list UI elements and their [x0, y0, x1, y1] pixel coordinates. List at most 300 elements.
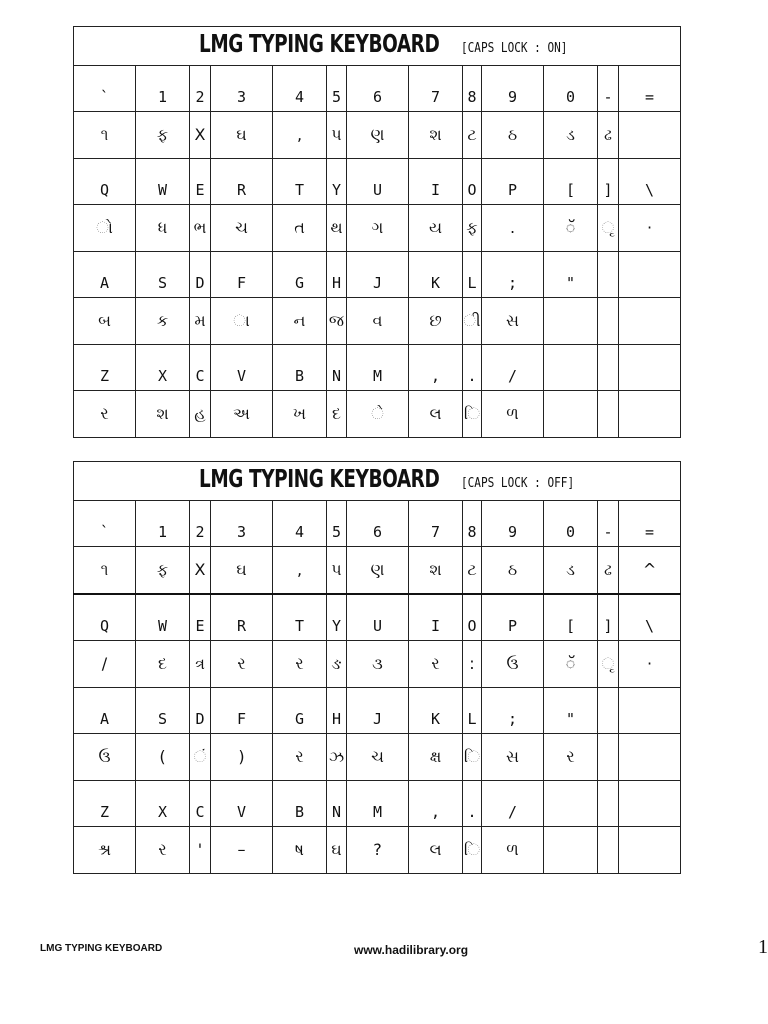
key-cell — [544, 781, 598, 827]
key-cell — [211, 112, 273, 159]
key-cell — [211, 594, 273, 641]
latin-key-label: L — [467, 274, 477, 292]
gujarati-glyph: . — [509, 218, 516, 237]
key-cell — [619, 501, 681, 547]
gujarati-glyph: સ — [506, 311, 519, 330]
latin-key-row — [74, 594, 681, 641]
key-cell — [190, 66, 211, 112]
gujarati-glyph: ફ — [156, 560, 169, 579]
latin-key-label: M — [372, 803, 383, 821]
key-cell — [409, 501, 463, 547]
key-cell — [190, 391, 211, 438]
key-cell — [544, 827, 598, 874]
gujarati-glyph: ા — [233, 311, 250, 330]
key-cell — [327, 345, 347, 391]
gujarati-glyph: ષ — [295, 840, 304, 859]
latin-key-label: O — [467, 617, 477, 635]
gujarati-glyph: · — [646, 654, 653, 673]
key-cell — [619, 734, 681, 781]
key-cell — [190, 641, 211, 688]
key-cell — [327, 734, 347, 781]
key-cell — [409, 391, 463, 438]
key-cell — [598, 781, 619, 827]
key-cell — [619, 205, 681, 252]
gujarati-glyph: ડ — [566, 125, 575, 144]
key-cell — [74, 688, 136, 734]
key-cell — [347, 594, 409, 641]
latin-key-label: G — [294, 710, 305, 728]
key-cell — [327, 827, 347, 874]
gujarati-glyph: શ — [429, 560, 442, 579]
key-cell — [74, 641, 136, 688]
key-cell — [544, 501, 598, 547]
gujarati-glyph: ર — [295, 747, 304, 766]
key-cell — [598, 547, 619, 595]
latin-key-label: K — [430, 274, 441, 292]
gujarati-glyph: ચ — [371, 747, 384, 766]
latin-key-label: 7 — [430, 523, 441, 541]
key-cell — [463, 594, 482, 641]
key-cell — [463, 345, 482, 391]
latin-key-row — [74, 66, 681, 112]
latin-key-label: S — [157, 274, 168, 292]
gujarati-glyph: ૧ — [100, 125, 109, 144]
latin-key-label: L — [467, 710, 477, 728]
latin-key-label: ; — [507, 710, 518, 728]
latin-key-label: O — [467, 181, 477, 199]
key-cell — [327, 501, 347, 547]
latin-key-label: 4 — [294, 523, 305, 541]
key-cell — [598, 112, 619, 159]
latin-key-label: 6 — [372, 88, 383, 106]
key-cell — [273, 159, 327, 205]
latin-key-label: G — [294, 274, 305, 292]
key-cell — [347, 547, 409, 595]
gujarati-glyph: અ — [233, 404, 250, 423]
latin-key-label: U — [372, 617, 383, 635]
key-cell — [273, 641, 327, 688]
gujarati-glyph: ( — [159, 747, 166, 766]
latin-key-label: [ — [565, 617, 576, 635]
key-cell — [327, 66, 347, 112]
key-cell — [136, 391, 190, 438]
key-cell — [211, 391, 273, 438]
key-cell — [74, 391, 136, 438]
latin-key-label: R — [236, 617, 247, 635]
key-cell — [463, 252, 482, 298]
latin-key-label: 8 — [467, 523, 477, 541]
gujarati-glyph: ર — [237, 654, 246, 673]
gujarati-glyph: ત — [294, 218, 305, 237]
key-cell — [273, 205, 327, 252]
gujarati-glyph: ઢ — [604, 560, 612, 579]
key-cell — [273, 688, 327, 734]
keyboard-table-caps-off — [73, 461, 681, 874]
latin-key-label: - — [603, 523, 613, 541]
key-cell — [74, 547, 136, 595]
key-cell — [409, 345, 463, 391]
key-cell — [482, 547, 544, 595]
key-cell — [347, 66, 409, 112]
latin-key-label: , — [430, 803, 441, 821]
latin-key-label: / — [507, 803, 518, 821]
key-cell — [409, 205, 463, 252]
keyboard-header — [74, 27, 681, 66]
gujarati-glyph: ઉ — [506, 654, 519, 673]
gujarati-glyph: ણ — [370, 125, 385, 144]
key-cell — [544, 252, 598, 298]
latin-key-label: Y — [331, 617, 342, 635]
gujarati-glyph: શ — [156, 404, 169, 423]
latin-key-label: " — [565, 710, 576, 728]
latin-key-label: 3 — [236, 88, 247, 106]
gujarati-glyph: ભ — [193, 218, 207, 237]
key-cell — [409, 827, 463, 874]
key-cell — [211, 734, 273, 781]
key-cell — [211, 688, 273, 734]
gujarati-glyph: ર — [158, 840, 167, 859]
key-cell — [347, 734, 409, 781]
latin-key-label: K — [430, 710, 441, 728]
key-cell — [544, 205, 598, 252]
latin-key-label: Q — [99, 617, 110, 635]
latin-key-label: / — [507, 367, 518, 385]
key-cell — [409, 252, 463, 298]
gujarati-glyph: જ — [328, 311, 345, 330]
latin-key-label: ` — [99, 523, 110, 541]
gujarati-glyph: ે — [371, 404, 384, 423]
latin-key-label: [ — [565, 181, 576, 199]
key-cell — [74, 298, 136, 345]
latin-key-label: J — [372, 274, 383, 292]
gujarati-glyph: ક્ષ — [429, 747, 442, 766]
gujarati-glyph: ર — [295, 654, 304, 673]
key-cell — [598, 688, 619, 734]
latin-key-label: 5 — [331, 523, 342, 541]
gujarati-key-row — [74, 641, 681, 688]
latin-key-label: X — [157, 367, 168, 385]
key-cell — [598, 501, 619, 547]
gujarati-glyph: શ્ર — [97, 840, 112, 859]
key-cell — [347, 252, 409, 298]
gujarati-glyph: ૩ — [372, 654, 383, 673]
key-cell — [211, 298, 273, 345]
gujarati-glyph: ઘ — [331, 840, 342, 859]
key-cell — [273, 252, 327, 298]
footer-title: LMG TYPING KEYBOARD — [40, 943, 163, 954]
key-cell — [327, 205, 347, 252]
gujarati-glyph: ૃ — [601, 218, 615, 237]
key-cell — [211, 501, 273, 547]
gujarati-glyph: ળ — [506, 404, 519, 423]
key-cell — [409, 594, 463, 641]
gujarati-glyph: ડ — [566, 560, 575, 579]
key-cell — [347, 781, 409, 827]
caps-lock-status: [CAPS LOCK : ON] — [461, 40, 568, 56]
key-cell — [598, 827, 619, 874]
key-cell — [211, 159, 273, 205]
key-cell — [598, 159, 619, 205]
latin-key-label: ; — [507, 274, 518, 292]
key-cell — [463, 734, 482, 781]
gujarati-glyph: · — [647, 218, 653, 237]
key-cell — [409, 547, 463, 595]
latin-key-label: C — [195, 803, 205, 821]
key-cell — [74, 252, 136, 298]
latin-key-label: 3 — [236, 523, 247, 541]
gujarati-glyph: ॅ — [565, 218, 576, 237]
latin-key-label: V — [236, 367, 247, 385]
key-cell — [327, 298, 347, 345]
gujarati-glyph: ઝ — [328, 747, 345, 766]
key-cell — [190, 688, 211, 734]
gujarati-glyph: ધ — [157, 218, 168, 237]
key-cell — [74, 66, 136, 112]
key-cell — [482, 112, 544, 159]
latin-key-label: 5 — [331, 88, 342, 106]
key-cell — [598, 345, 619, 391]
key-cell — [327, 547, 347, 595]
key-cell — [544, 345, 598, 391]
gujarati-glyph: થ — [330, 218, 343, 237]
key-cell — [347, 345, 409, 391]
key-cell — [482, 641, 544, 688]
gujarati-key-row — [74, 205, 681, 252]
key-cell — [347, 827, 409, 874]
latin-key-label: E — [195, 617, 205, 635]
key-cell — [211, 547, 273, 595]
latin-key-label: B — [294, 367, 305, 385]
gujarati-glyph: ચ — [235, 218, 248, 237]
gujarati-glyph: ^ — [642, 560, 657, 579]
key-cell — [409, 298, 463, 345]
key-cell — [463, 827, 482, 874]
key-cell — [544, 734, 598, 781]
key-cell — [327, 781, 347, 827]
gujarati-glyph: ઙ — [331, 654, 342, 673]
gujarati-glyph: ટ — [467, 560, 477, 579]
gujarati-glyph: ॅ — [565, 654, 576, 673]
latin-key-label: 8 — [467, 88, 477, 106]
key-cell — [327, 159, 347, 205]
gujarati-glyph: , — [296, 560, 303, 579]
key-cell — [273, 391, 327, 438]
latin-key-label: Z — [99, 367, 110, 385]
gujarati-glyph: હ — [194, 404, 206, 423]
latin-key-label: " — [565, 274, 576, 292]
key-cell — [598, 298, 619, 345]
latin-key-label: = — [645, 88, 655, 106]
key-cell — [598, 252, 619, 298]
key-cell — [482, 298, 544, 345]
latin-key-label: W — [157, 617, 168, 635]
latin-key-label: U — [372, 181, 383, 199]
gujarati-glyph: ઢ — [604, 125, 612, 144]
key-cell — [211, 641, 273, 688]
key-cell — [190, 734, 211, 781]
key-cell — [619, 112, 681, 159]
gujarati-glyph: છ — [429, 311, 442, 330]
latin-key-label: P — [507, 617, 518, 635]
gujarati-key-row — [74, 547, 681, 595]
key-cell — [190, 205, 211, 252]
gujarati-glyph: પ — [331, 560, 342, 579]
key-cell — [619, 345, 681, 391]
key-cell — [347, 641, 409, 688]
key-cell — [273, 734, 327, 781]
key-cell — [74, 159, 136, 205]
gujarati-glyph: મ — [194, 311, 206, 330]
key-cell — [273, 781, 327, 827]
latin-key-label: B — [294, 803, 305, 821]
latin-key-label: I — [430, 617, 441, 635]
key-cell — [619, 66, 681, 112]
latin-key-label: Z — [99, 803, 110, 821]
gujarati-key-row — [74, 827, 681, 874]
keyboard-header — [74, 462, 681, 501]
latin-key-label: S — [157, 710, 168, 728]
gujarati-glyph: ફ — [466, 218, 478, 237]
latin-key-label: . — [467, 803, 477, 821]
latin-key-label: I — [430, 181, 441, 199]
gujarati-glyph: X — [194, 560, 206, 579]
key-cell — [544, 594, 598, 641]
latin-key-label: T — [294, 181, 305, 199]
key-cell — [347, 501, 409, 547]
key-cell — [74, 345, 136, 391]
key-cell — [619, 547, 681, 595]
gujarati-glyph: પ — [331, 125, 342, 144]
key-cell — [211, 205, 273, 252]
key-cell — [327, 112, 347, 159]
latin-key-label: 9 — [507, 523, 518, 541]
key-cell — [211, 781, 273, 827]
latin-key-label: N — [331, 803, 342, 821]
key-cell — [463, 641, 482, 688]
key-cell — [136, 66, 190, 112]
key-cell — [619, 594, 681, 641]
gujarati-glyph: ) — [238, 747, 245, 766]
latin-key-label: 0 — [565, 523, 576, 541]
key-cell — [544, 391, 598, 438]
latin-key-label: 4 — [294, 88, 305, 106]
gujarati-glyph: ઘ — [236, 560, 247, 579]
key-cell — [598, 594, 619, 641]
key-cell — [190, 112, 211, 159]
key-cell — [136, 688, 190, 734]
key-cell — [136, 641, 190, 688]
key-cell — [74, 734, 136, 781]
latin-key-label: P — [507, 181, 518, 199]
gujarati-key-row — [74, 391, 681, 438]
latin-key-label: 2 — [195, 88, 205, 106]
key-cell — [327, 391, 347, 438]
latin-key-label: Q — [99, 181, 110, 199]
keyboard-table-caps-on — [73, 26, 681, 438]
gujarati-glyph: ળ — [506, 840, 519, 859]
key-cell — [482, 252, 544, 298]
gujarati-glyph: ૧ — [100, 560, 109, 579]
gujarati-glyph: ર — [431, 654, 440, 673]
key-cell — [482, 781, 544, 827]
caps-lock-status: [CAPS LOCK : OFF] — [461, 475, 575, 491]
key-cell — [544, 641, 598, 688]
key-cell — [74, 501, 136, 547]
latin-key-label: . — [467, 367, 477, 385]
key-cell — [347, 298, 409, 345]
key-cell — [544, 547, 598, 595]
key-cell — [327, 594, 347, 641]
latin-key-label: = — [645, 523, 655, 541]
key-cell — [409, 159, 463, 205]
key-cell — [619, 252, 681, 298]
gujarati-glyph: ઉ — [98, 747, 111, 766]
latin-key-label: V — [236, 803, 247, 821]
key-cell — [136, 781, 190, 827]
key-cell — [482, 827, 544, 874]
key-cell — [619, 641, 681, 688]
gujarati-glyph: દ — [332, 404, 341, 423]
gujarati-glyph: લ — [429, 840, 442, 859]
key-cell — [190, 827, 211, 874]
latin-key-label: 7 — [430, 88, 441, 106]
key-cell — [598, 205, 619, 252]
key-cell — [136, 112, 190, 159]
gujarati-glyph: ય — [428, 218, 443, 237]
gujarati-glyph: / — [101, 654, 108, 673]
gujarati-glyph: ન — [293, 311, 306, 330]
key-cell — [347, 112, 409, 159]
gujarati-glyph: ણ — [370, 560, 385, 579]
gujarati-glyph: ઠ — [507, 560, 518, 579]
latin-key-row — [74, 252, 681, 298]
latin-key-label: ] — [603, 181, 613, 199]
gujarati-glyph: લ — [429, 404, 442, 423]
latin-key-label: 9 — [507, 88, 518, 106]
key-cell — [463, 391, 482, 438]
gujarati-glyph: – — [237, 840, 246, 859]
key-cell — [598, 391, 619, 438]
gujarati-glyph: , — [296, 125, 303, 144]
key-cell — [273, 827, 327, 874]
key-cell — [463, 781, 482, 827]
key-cell — [273, 501, 327, 547]
key-cell — [347, 159, 409, 205]
key-cell — [619, 298, 681, 345]
key-cell — [347, 688, 409, 734]
key-cell — [190, 252, 211, 298]
latin-key-row — [74, 345, 681, 391]
key-cell — [544, 298, 598, 345]
latin-key-label: A — [99, 274, 110, 292]
latin-key-row — [74, 501, 681, 547]
key-cell — [544, 112, 598, 159]
key-cell — [619, 688, 681, 734]
key-cell — [136, 252, 190, 298]
key-cell — [347, 205, 409, 252]
key-cell — [482, 66, 544, 112]
gujarati-glyph: િ — [463, 840, 481, 859]
key-cell — [211, 66, 273, 112]
gujarati-glyph: ? — [373, 840, 382, 859]
key-cell — [74, 112, 136, 159]
gujarati-glyph: : — [469, 654, 475, 673]
gujarati-glyph: ક — [156, 311, 169, 330]
gujarati-glyph: ી — [463, 311, 481, 330]
gujarati-key-row — [74, 298, 681, 345]
footer-website: www.hadilibrary.org — [354, 943, 469, 957]
key-cell — [136, 827, 190, 874]
